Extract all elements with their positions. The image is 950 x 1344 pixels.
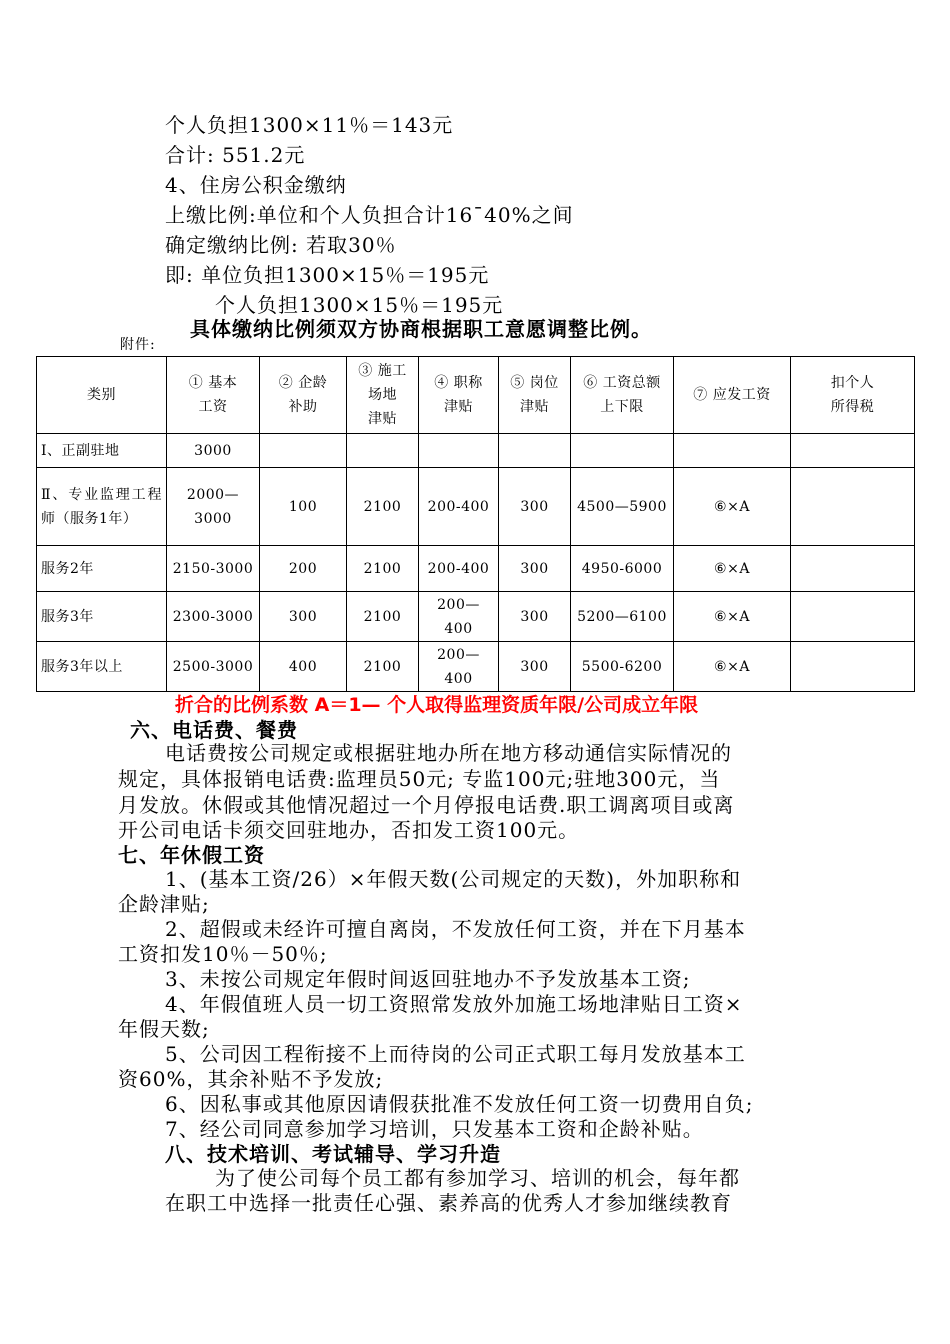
table-header-cell: ④ 职称 津贴 <box>419 357 499 434</box>
section-7-text: 年假天数; <box>118 1017 210 1041</box>
table-cell <box>791 468 915 546</box>
intro-line: 确定缴纳比例: 若取30％ <box>165 233 397 257</box>
table-cell: 服务3年 <box>37 592 167 642</box>
intro-line: 即: 单位负担1300×15％＝195元 <box>165 263 490 287</box>
table-cell: 服务3年以上 <box>37 642 167 692</box>
section-8-title: 八、技术培训、考试辅导、学习升造 <box>165 1142 501 1166</box>
table-cell: ⑥×A <box>674 642 791 692</box>
section-6-text: 电话费按公司规定或根据驻地办所在地方移动通信实际情况的 <box>165 741 732 765</box>
table-cell: 2100 <box>347 592 419 642</box>
section-6-text: 开公司电话卡须交回驻地办，否扣发工资100元。 <box>118 818 580 842</box>
table-header-cell: ⑦ 应发工资 <box>674 357 791 434</box>
table-header-cell: ② 企龄 补助 <box>260 357 347 434</box>
table-cell: 200—400 <box>419 592 499 642</box>
intro-line: 4、住房公积金缴纳 <box>165 173 347 197</box>
section-7-text: 7、经公司同意参加学习培训，只发基本工资和企龄补贴。 <box>165 1117 704 1141</box>
table-cell <box>499 434 571 468</box>
table-cell: 5200—6100 <box>571 592 674 642</box>
table-cell: 2300-3000 <box>167 592 260 642</box>
table-cell: Ⅱ、专业监理工程师（服务1年） <box>37 468 167 546</box>
section-7-title: 七、年休假工资 <box>118 843 265 867</box>
section-7-text: 6、因私事或其他原因请假获批准不发放任何工资一切费用自负; <box>165 1092 754 1116</box>
table-cell: 服务2年 <box>37 546 167 592</box>
table-cell: 2100 <box>347 468 419 546</box>
table-cell: 2000—3000 <box>167 468 260 546</box>
table-cell <box>419 434 499 468</box>
intro-note: 具体缴纳比例须双方协商根据职工意愿调整比例。 <box>190 317 652 341</box>
section-8-text: 在职工中选择一批责任心强、素养高的优秀人才参加继续教育 <box>165 1191 732 1215</box>
table-cell: 2100 <box>347 546 419 592</box>
table-cell <box>791 592 915 642</box>
table-row <box>37 434 915 468</box>
table-header-cell: ③ 施工 场地 津贴 <box>347 357 419 434</box>
section-6-text: 规定，具体报销电话费:监理员50元; 专监100元;驻地300元，当 <box>118 767 721 791</box>
table-cell <box>347 434 419 468</box>
table-cell: ⑥×A <box>674 592 791 642</box>
table-cell: 2150-3000 <box>167 546 260 592</box>
table-cell: 2500-3000 <box>167 642 260 692</box>
table-cell: 300 <box>260 592 347 642</box>
table-header-cell: 扣个人 所得税 <box>791 357 915 434</box>
table-cell <box>791 642 915 692</box>
table-cell: 200—400 <box>419 642 499 692</box>
table-row <box>37 642 915 692</box>
salary-table <box>36 356 915 692</box>
table-cell <box>674 434 791 468</box>
table-cell: ⑥×A <box>674 468 791 546</box>
table-cell: 3000 <box>167 434 260 468</box>
table-cell: 400 <box>260 642 347 692</box>
table-header-row <box>37 357 915 434</box>
intro-line: 上缴比例:单位和个人负担合计16¯40%之间 <box>165 203 574 227</box>
table-header-cell: ① 基本 工资 <box>167 357 260 434</box>
table-cell <box>791 546 915 592</box>
table-cell: 4950-6000 <box>571 546 674 592</box>
table-row <box>37 468 915 546</box>
table-cell <box>260 434 347 468</box>
table-cell <box>791 434 915 468</box>
section-7-text: 工资扣发10％－50％; <box>118 942 328 966</box>
intro-line: 个人负担1300×11％＝143元 <box>165 113 454 137</box>
table-cell: 5500-6200 <box>571 642 674 692</box>
table-cell: 200 <box>260 546 347 592</box>
section-7-text: 5、公司因工程衔接不上而待岗的公司正式职工每月发放基本工 <box>165 1042 746 1066</box>
attachment-label: 附件: <box>120 337 156 353</box>
section-7-text: 2、超假或未经许可擅自离岗，不发放任何工资，并在下月基本 <box>165 917 746 941</box>
intro-line: 个人负担1300×15％＝195元 <box>215 293 504 317</box>
table-cell <box>571 434 674 468</box>
section-6-text: 月发放。休假或其他情况超过一个月停报电话费.职工调离项目或离 <box>118 793 735 817</box>
table-cell: 200-400 <box>419 468 499 546</box>
table-cell: 300 <box>499 546 571 592</box>
table-header-cell: ⑥ 工资总额 上下限 <box>571 357 674 434</box>
coefficient-note: 折合的比例系数 A＝1— 个人取得监理资质年限/公司成立年限 <box>175 694 699 716</box>
section-7-text: 3、未按公司规定年假时间返回驻地办不予发放基本工资; <box>165 967 691 991</box>
table-cell: 4500—5900 <box>571 468 674 546</box>
table-cell: ⑥×A <box>674 546 791 592</box>
table-cell: Ⅰ、正副驻地 <box>37 434 167 468</box>
section-7-text: 资60%，其余补贴不予发放; <box>118 1067 384 1091</box>
table-cell: 300 <box>499 468 571 546</box>
table-header-cell: ⑤ 岗位 津贴 <box>499 357 571 434</box>
table-cell: 300 <box>499 592 571 642</box>
section-7-text: 4、年假值班人员一切工资照常发放外加施工场地津贴日工资× <box>165 992 743 1016</box>
table-row <box>37 592 915 642</box>
table-cell: 200-400 <box>419 546 499 592</box>
section-7-text: 1、(基本工资/26）×年假天数(公司规定的天数)，外加职称和 <box>165 867 742 891</box>
table-cell: 100 <box>260 468 347 546</box>
table-header-cell: 类别 <box>37 357 167 434</box>
section-6-title: 六、电话费、餐费 <box>130 718 298 742</box>
section-8-text: 为了使公司每个员工都有参加学习、培训的机会，每年都 <box>215 1166 740 1190</box>
section-7-text: 企龄津贴; <box>118 892 210 916</box>
table-row <box>37 546 915 592</box>
intro-line: 合计: 551.2元 <box>165 143 306 167</box>
table-cell: 300 <box>499 642 571 692</box>
table-cell: 2100 <box>347 642 419 692</box>
